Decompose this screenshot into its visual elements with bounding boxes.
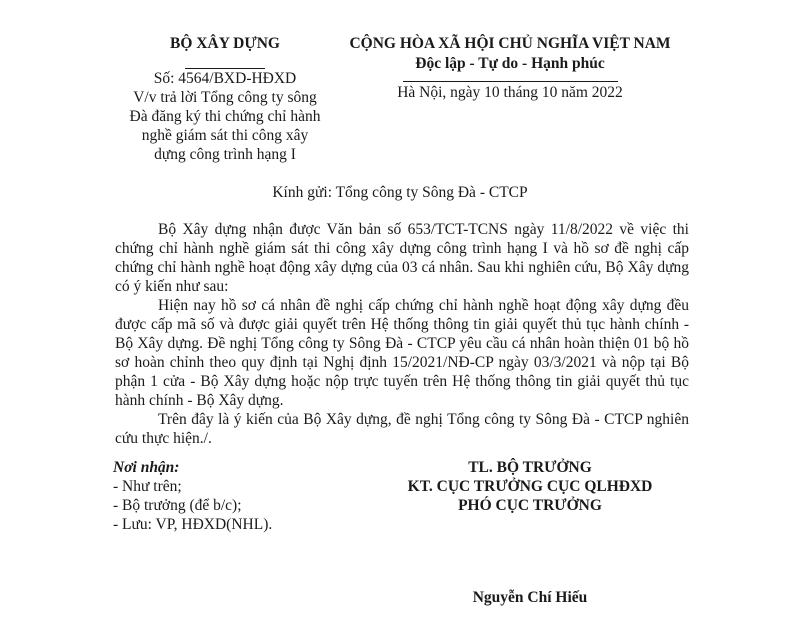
subject-line: V/v trả lời Tổng công ty sông bbox=[133, 89, 317, 106]
motto-divider bbox=[403, 81, 618, 82]
place-date: Hà Nội, ngày 10 tháng 10 năm 2022 bbox=[397, 84, 623, 101]
national-motto: Độc lập - Tự do - Hạnh phúc bbox=[415, 55, 605, 72]
signature-authority-line: KT. CỤC TRƯỞNG CỤC QLHĐXD bbox=[407, 478, 653, 495]
national-title: CỘNG HÒA XÃ HỘI CHỦ NGHĨA VIỆT NAM bbox=[349, 35, 671, 52]
recipients-label: Nơi nhận: bbox=[113, 459, 180, 476]
document-number: Số: 4564/BXD-HĐXD bbox=[153, 70, 297, 87]
letter-body bbox=[115, 220, 689, 448]
subject-line: nghề giám sát thi công xây bbox=[141, 127, 309, 144]
recipient-item: - Lưu: VP, HĐXD(NHL). bbox=[113, 516, 273, 533]
recipient-item: - Như trên; bbox=[113, 478, 182, 495]
recipient-item: - Bộ trưởng (để b/c); bbox=[113, 497, 242, 514]
addressee-line: Kính gửi: Tổng công ty Sông Đà - CTCP bbox=[272, 184, 528, 201]
signature-authority-line: TL. BỘ TRƯỞNG bbox=[468, 459, 592, 476]
signature-title-line: PHÓ CỤC TRƯỞNG bbox=[458, 497, 602, 514]
subject-line: dựng công trình hạng I bbox=[154, 146, 296, 163]
issuing-agency-name: BỘ XÂY DỰNG bbox=[170, 35, 280, 52]
body-paragraph: Hiện nay hồ sơ cá nhân đề nghị cấp chứng chỉ hành nghề hoạt động xây dựng đều được cấp mã số và được giải quyết trên Hệ thống thông tin giải quyết thủ tục hành chính - Bộ Xây dựng. Đề nghị Tổng công ty Sông Đà - CTCP yêu cầu cá nhân hoàn thiện 01 bộ hồ sơ hoàn chỉnh theo quy định tại Nghị định 15/2021/NĐ-CP ngày 03/3/2021 và nộp tại Bộ phận 1 cửa - Bộ Xây dựng hoặc nộp trực tuyến trên Hệ thống thông tin giải quyết thủ tục hành chính - Bộ Xây dựng. bbox=[115, 297, 689, 409]
body-paragraph: Bộ Xây dựng nhận được Văn bản số 653/TCT-TCNS ngày 11/8/2022 về việc thi chứng chỉ hành nghề giám sát thi công xây dựng công trình hạng I và hồ sơ đề nghị cấp chứng chỉ hành nghề hoạt động xây dựng của 03 cá nhân. Sau khi nghiên cứu, Bộ Xây dựng có ý kiến như sau: bbox=[115, 221, 689, 295]
body-paragraph: Trên đây là ý kiến của Bộ Xây dựng, đề nghị Tổng công ty Sông Đà - CTCP nghiên cứu thực hiện./. bbox=[115, 411, 689, 447]
subject-line: Đà đăng ký thi chứng chỉ hành bbox=[129, 108, 321, 125]
national-header-block bbox=[320, 34, 700, 103]
issuing-agency-block bbox=[100, 34, 350, 164]
recipients-block bbox=[113, 458, 343, 534]
signature-block bbox=[380, 458, 680, 515]
signer-name: Nguyễn Chí Hiếu bbox=[472, 589, 588, 606]
